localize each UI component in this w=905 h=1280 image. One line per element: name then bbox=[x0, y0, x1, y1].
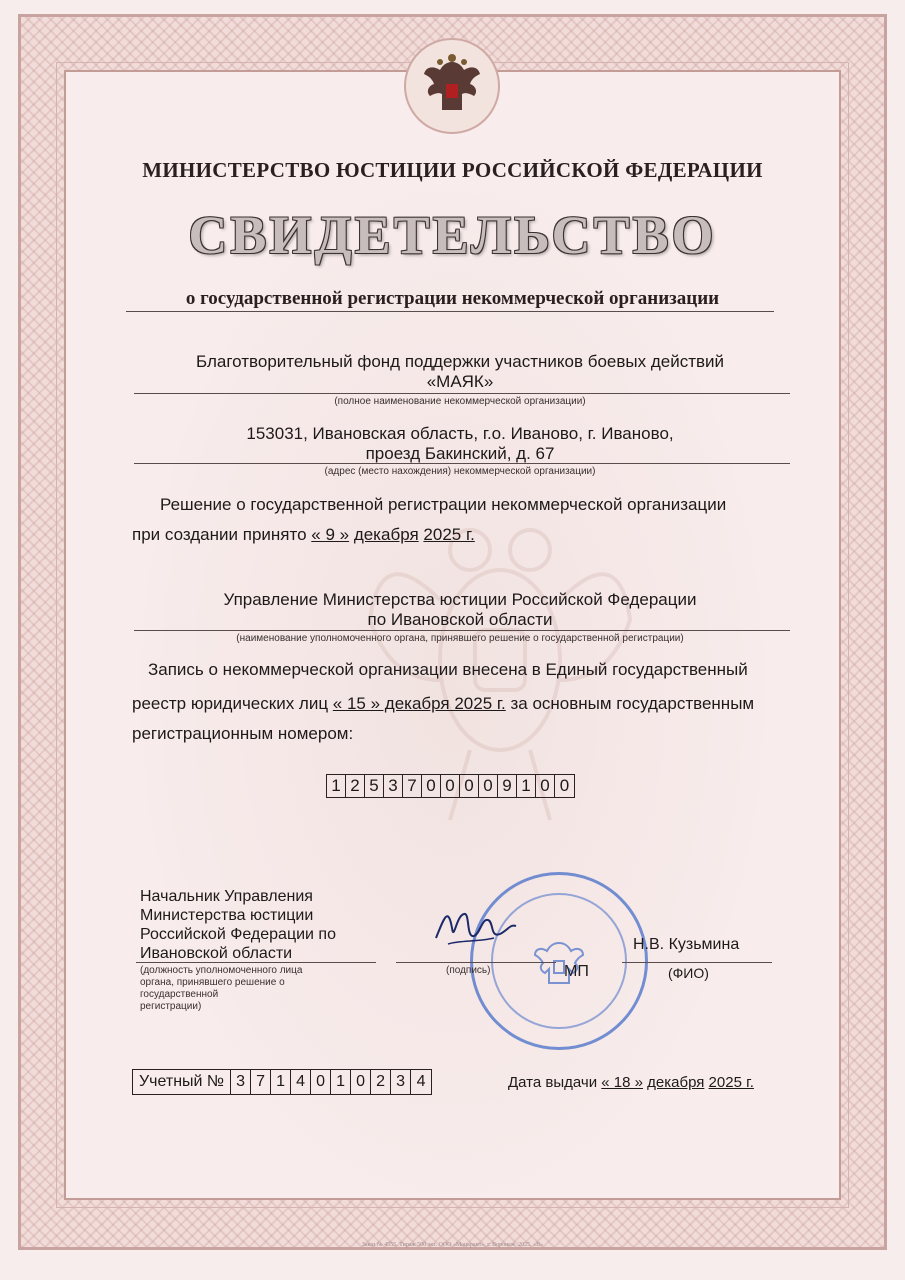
position-rule bbox=[136, 962, 376, 963]
registry-suffix: за основным государственным bbox=[505, 694, 755, 713]
name-hint: (ФИО) bbox=[668, 965, 709, 981]
ogrn-digit: 0 bbox=[441, 775, 460, 797]
account-digit: 3 bbox=[231, 1070, 251, 1094]
ogrn-digit: 3 bbox=[384, 775, 403, 797]
ogrn-digit: 2 bbox=[346, 775, 365, 797]
account-digit: 4 bbox=[416, 1073, 426, 1090]
signature-hint: (подпись) bbox=[446, 965, 491, 976]
ogrn-digit: 0 bbox=[536, 775, 555, 797]
coat-of-arms-emblem bbox=[404, 38, 500, 134]
account-digit: 4 bbox=[291, 1070, 311, 1094]
certificate-title: СВИДЕТЕЛЬСТВО bbox=[188, 205, 717, 265]
ogrn-number bbox=[326, 774, 575, 798]
signatory-name: Н.В. Кузьмина bbox=[633, 936, 740, 953]
ogrn-digit: 0 bbox=[559, 776, 570, 795]
account-digit: 2 bbox=[371, 1070, 391, 1094]
org-name-hint: (полное наименование некоммерческой организации) bbox=[334, 396, 586, 407]
org-name-rule bbox=[134, 393, 790, 394]
decision-date-month: декабря bbox=[353, 525, 419, 544]
registry-line1: Запись о некоммерческой организации внесена в Единый государственный bbox=[148, 660, 748, 679]
org-name-line2: «МАЯК» bbox=[426, 372, 494, 391]
ministry-heading: МИНИСТЕРСТВО ЮСТИЦИИ РОССИЙСКОЙ ФЕДЕРАЦИИ bbox=[142, 158, 763, 182]
account-label: Учетный № bbox=[133, 1070, 231, 1094]
mp-label: МП bbox=[564, 963, 589, 980]
account-digit: 0 bbox=[311, 1070, 331, 1094]
decision-prefix: при создании принято bbox=[132, 525, 312, 544]
position-hint-line2: органа, принявшего решение о bbox=[140, 977, 285, 988]
issue-day: « 18 » bbox=[601, 1074, 643, 1091]
position-hint-line1: (должность уполномоченного лица bbox=[140, 965, 303, 976]
position-line2: Министерства юстиции bbox=[140, 907, 314, 924]
position-hint bbox=[140, 965, 302, 1013]
decision-line1: Решение о государственной регистрации некоммерческой организации bbox=[160, 495, 727, 514]
certificate-subtitle: о государственной регистрации некоммерческой организации bbox=[185, 288, 720, 309]
org-name-line1: Благотворительный фонд поддержки участников боевых действий bbox=[195, 352, 725, 371]
decision-line2 bbox=[132, 525, 475, 545]
position-line3: Российской Федерации по bbox=[140, 926, 336, 943]
address-hint: (адрес (место нахождения) некоммерческой организации) bbox=[324, 466, 596, 477]
registry-line2 bbox=[132, 694, 754, 714]
issue-year: 2025 г. bbox=[708, 1074, 754, 1091]
decision-date-year: 2025 г. bbox=[423, 525, 475, 544]
issue-date bbox=[508, 1074, 754, 1091]
ogrn-digit: 7 bbox=[403, 775, 422, 797]
position-line1: Начальник Управления bbox=[140, 888, 313, 905]
ogrn-digit: 0 bbox=[460, 775, 479, 797]
handwritten-signature bbox=[430, 898, 520, 958]
address-rule bbox=[134, 463, 790, 464]
signature-rule bbox=[396, 962, 556, 963]
address-line1: 153031, Ивановская область, г.о. Иваново, г. Иваново, bbox=[246, 424, 674, 443]
name-rule bbox=[622, 962, 772, 963]
authority-line1: Управление Министерства юстиции Российской Федерации bbox=[223, 590, 697, 609]
double-headed-eagle-icon bbox=[406, 40, 498, 132]
account-digit: 7 bbox=[251, 1070, 271, 1094]
registry-line3: регистрационным номером: bbox=[132, 724, 354, 743]
ogrn-digit: 5 bbox=[365, 775, 384, 797]
account-digit: 3 bbox=[391, 1070, 411, 1094]
ogrn-digit: 9 bbox=[498, 775, 517, 797]
authority-line2: по Ивановской области bbox=[367, 610, 553, 629]
account-digit: 0 bbox=[351, 1070, 371, 1094]
account-digit: 1 bbox=[331, 1070, 351, 1094]
signatory-position bbox=[140, 887, 336, 963]
ogrn-digit: 0 bbox=[422, 775, 441, 797]
account-digit: 1 bbox=[271, 1070, 291, 1094]
decision-date-day: « 9 » bbox=[311, 525, 350, 544]
print-info: Заказ № 4555. Тираж 500 экз. ООО «Мацарант», г. Воронеж, 2025. «В» bbox=[361, 1242, 544, 1248]
position-line4: Ивановской области bbox=[140, 945, 293, 962]
position-hint-line4: регистрации) bbox=[140, 1001, 202, 1012]
issue-month: декабря bbox=[647, 1074, 705, 1091]
registry-date: « 15 » декабря 2025 г. bbox=[332, 694, 506, 713]
authority-rule bbox=[134, 630, 790, 631]
registry-prefix: реестр юридических лиц bbox=[132, 694, 333, 713]
ogrn-digit: 0 bbox=[479, 775, 498, 797]
ogrn-digit: 1 bbox=[327, 775, 346, 797]
authority-hint: (наименование уполномоченного органа, принявшего решение о государственной регистрации) bbox=[236, 633, 684, 644]
ogrn-digit: 1 bbox=[517, 775, 536, 797]
address-line2: проезд Бакинский, д. 67 bbox=[365, 444, 555, 463]
issue-label: Дата выдачи bbox=[508, 1074, 602, 1091]
account-number-box bbox=[132, 1069, 432, 1095]
subtitle-rule bbox=[126, 311, 774, 312]
position-hint-line3: государственной bbox=[140, 989, 219, 1000]
